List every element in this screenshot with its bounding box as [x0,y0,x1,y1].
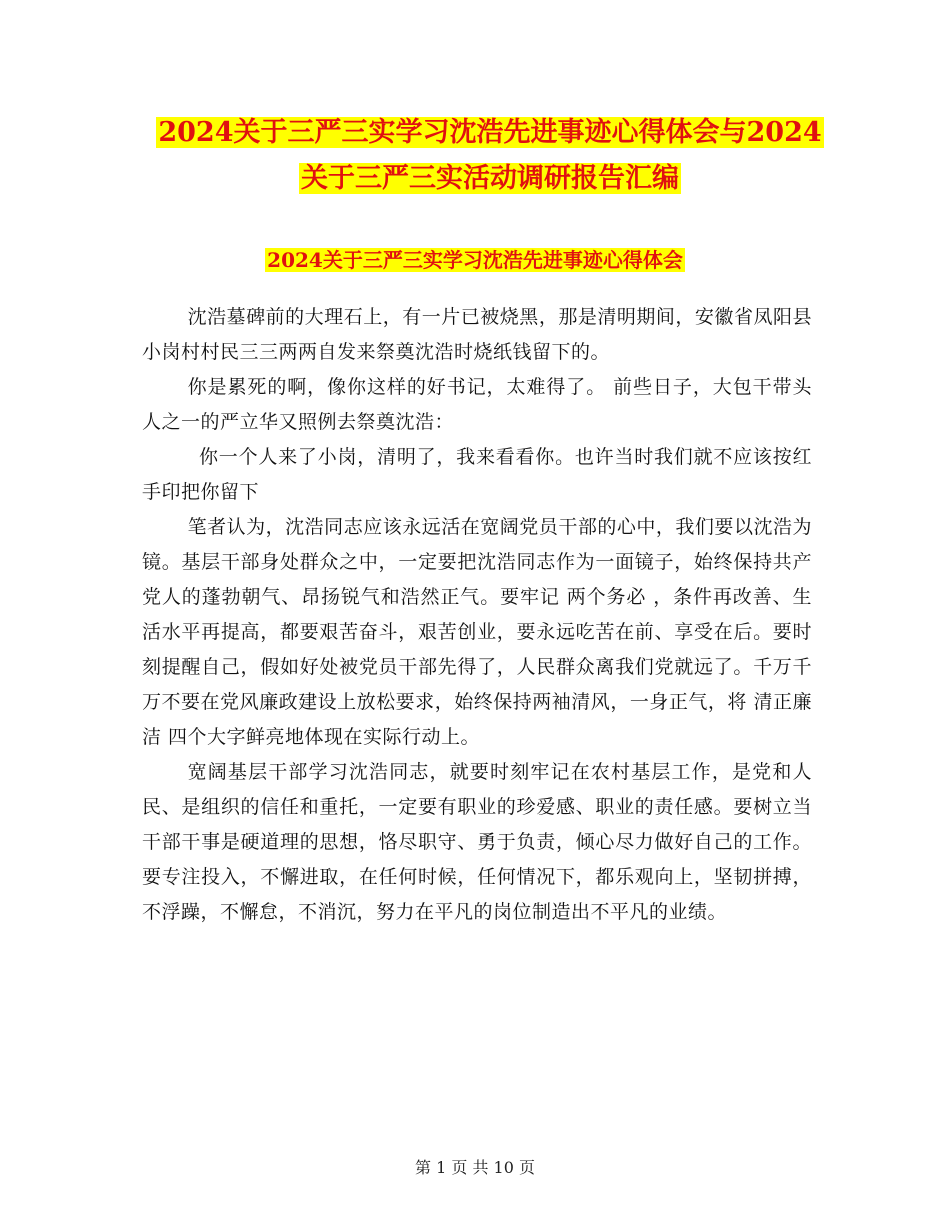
section-title [140,245,810,275]
title-line-2: 关于三严三实活动调研报告汇编 [301,163,679,194]
paragraph-5: 宽阔基层干部学习沈浩同志，就要时刻牢记在农村基层工作，是党和人民、是组织的信任和重托，一定要有职业的珍爱感、职业的责任感。要树立当干部干事是硬道理的思想，恪尽职守、勇于负责，倾心尽力做好自己的工作。要专注投入，不懈进取，在任何时候，任何情况下，都乐观向上，坚韧拼搏，不浮躁，不懈怠，不消沉，努力在平凡的岗位制造出不平凡的业绩。 [142,761,812,923]
paragraph-1: 沈浩墓碑前的大理石上，有一片已被烧黑，那是清明期间，安徽省凤阳县小岗村村民三三两两自发来祭奠沈浩时烧纸钱留下的。 [142,306,812,363]
document-title [140,110,840,202]
section-title-text: 2024关于三严三实学习沈浩先进事迹心得体会 [267,248,683,272]
paragraph-3: 你一个人来了小岗，清明了，我来看看你。也许当时我们就不应该按红手印把你留下 [142,446,812,503]
paragraph-4: 笔者认为，沈浩同志应该永远活在宽阔党员干部的心中，我们要以沈浩为镜。基层干部身处群众之中，一定要把沈浩同志作为一面镜子，始终保持共产党人的蓬勃朝气、昂扬锐气和浩然正气。要牢记 两个务必 ，条件再改善、生活水平再提高，都要艰苦奋斗，艰苦创业，要永远吃苦在前、享受在后。要时刻提醒自己，假如好处被党员干部先得了，人民群众离我们党就远了。千万千万不要在党风廉政建设上放松要求，始终保持两袖清风，一身正气，将 清正廉洁 四个大字鲜亮地体现在实际行动上。 [142,516,812,748]
body-text [142,300,812,930]
paragraph-2: 你是累死的啊，像你这样的好书记，太难得了。 前些日子，大包干带头人之一的严立华又照例去祭奠沈浩： [142,376,812,433]
title-line-1: 2024关于三严三实学习沈浩先进事迹心得体会与2024 [158,117,822,148]
page-footer: 第 1 页 共 10 页 [415,1158,535,1177]
